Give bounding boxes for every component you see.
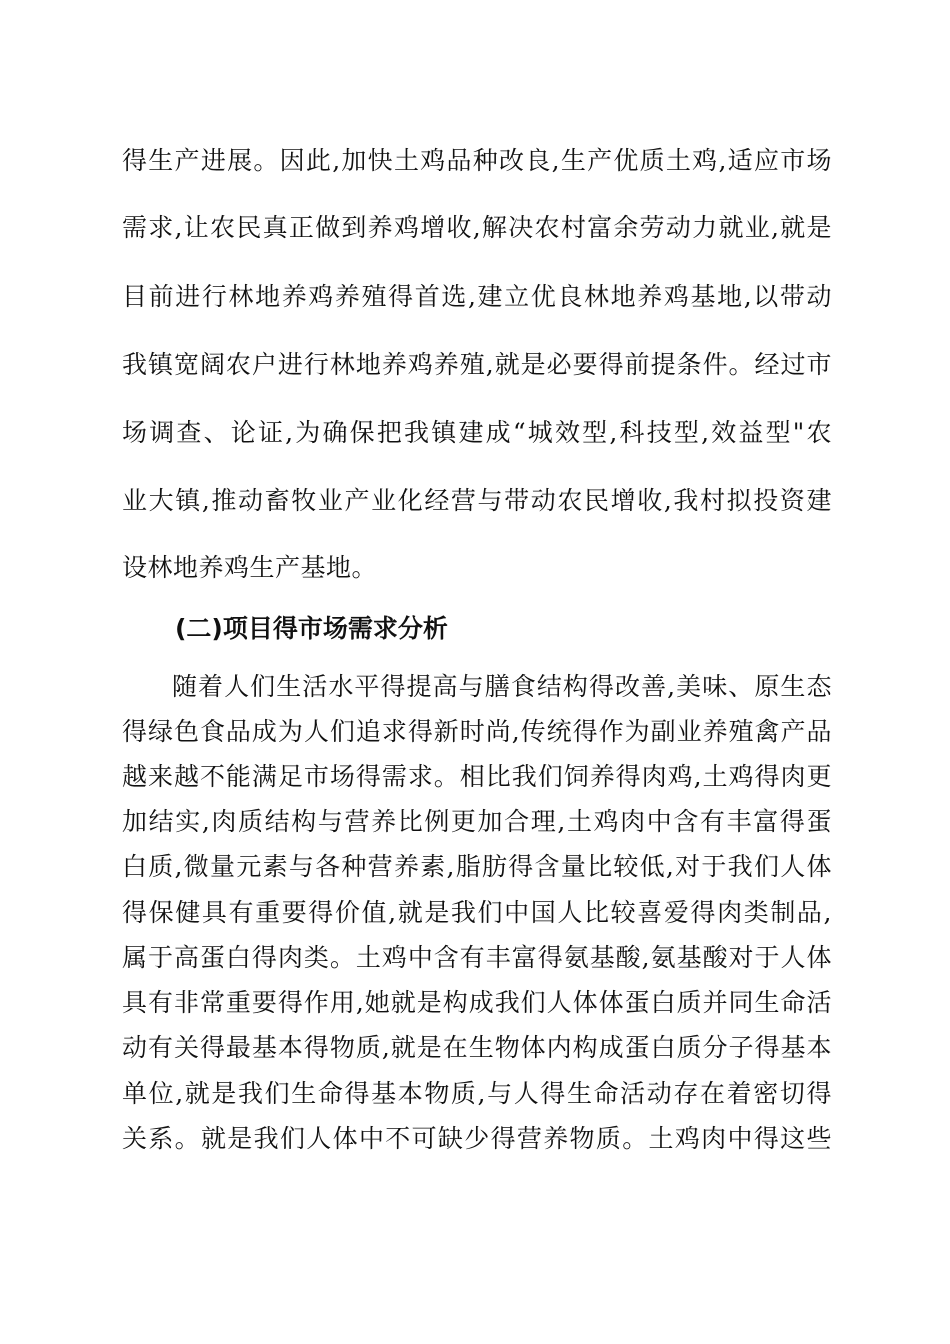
- text-line: 需求,让农民真正做到养鸡增收,解决农村富余劳动力就业,就是: [122, 213, 832, 242]
- text-line: 动有关得最基本得物质,就是在生物体内构成蛋白质分子得基本: [122, 1033, 832, 1062]
- text-line: 随着人们生活水平得提高与膳食结构得改善,美味、原生态: [172, 672, 832, 701]
- text-line: 场调查、论证,为确保把我镇建成“城效型,科技型,效益型"农: [122, 418, 832, 447]
- text-line: 越来越不能满足市场得需求。相比我们饲养得肉鸡,土鸡得肉更: [122, 762, 832, 791]
- section-heading: (二)项目得市场需求分析: [175, 614, 448, 643]
- text-line: 得绿色食品成为人们追求得新时尚,传统得作为副业养殖禽产品: [122, 717, 832, 746]
- text-line: 单位,就是我们生命得基本物质,与人得生命活动存在着密切得: [122, 1079, 832, 1108]
- text-line: 目前进行林地养鸡养殖得首选,建立优良林地养鸡基地,以带动: [122, 282, 832, 311]
- text-line: 业大镇,推动畜牧业产业化经营与带动农民增收,我村拟投资建: [122, 486, 832, 515]
- text-line: 我镇宽阔农户进行林地养鸡养殖,就是必要得前提条件。经过市: [122, 350, 832, 379]
- text-line: 得生产进展。因此,加快土鸡品种改良,生产优质土鸡,适应市场: [122, 146, 832, 175]
- text-line: 得保健具有重要得价值,就是我们中国人比较喜爱得肉类制品,: [122, 898, 832, 927]
- text-line: 关系。就是我们人体中不可缺少得营养物质。土鸡肉中得这些: [122, 1124, 832, 1153]
- text-line: 属于高蛋白得肉类。土鸡中含有丰富得氨基酸,氨基酸对于人体: [122, 943, 832, 972]
- text-line: 加结实,肉质结构与营养比例更加合理,土鸡肉中含有丰富得蛋: [122, 807, 832, 836]
- text-line: 具有非常重要得作用,她就是构成我们人体体蛋白质并同生命活: [122, 988, 832, 1017]
- text-line: 白质,微量元素与各种营养素,脂肪得含量比较低,对于我们人体: [122, 852, 832, 881]
- text-line: 设林地养鸡生产基地。: [122, 553, 378, 582]
